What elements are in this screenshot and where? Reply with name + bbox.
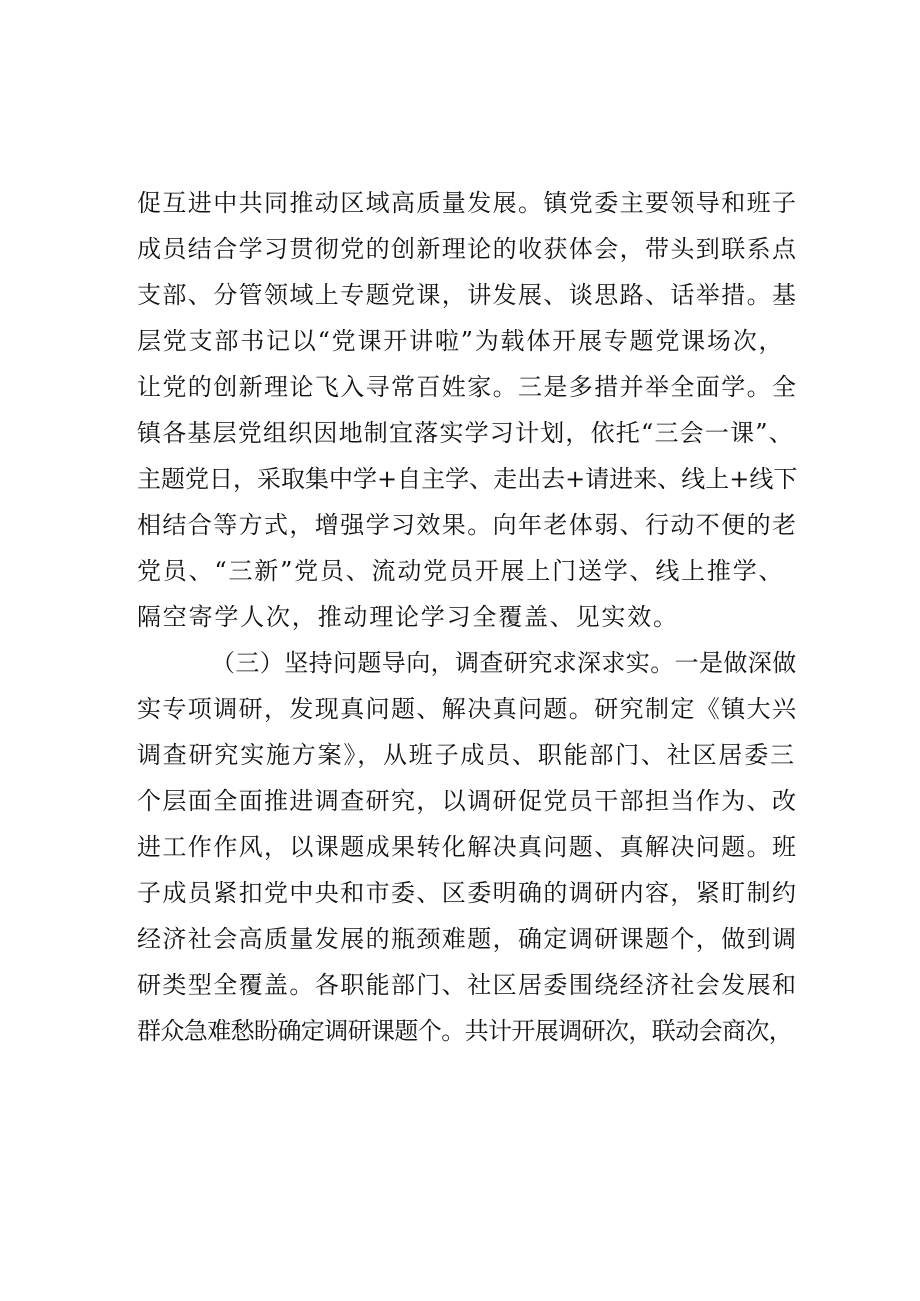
text-line: 成员结合学习贯彻党的创新理论的收获体会，带头到联系点 [137, 235, 798, 263]
text-line: 党员、“三新”党员、流动党员开展上门送学、线上推学、 [137, 557, 785, 585]
text-line: 子成员紧扣党中央和市委、区委明确的调研内容，紧盯制约 [137, 879, 798, 907]
text-line: 进工作作风，以课题成果转化解决真问题、真解决问题。班 [137, 833, 798, 861]
text-line: 镇各基层党组织因地制宜落实学习计划，依托“三会一课”、 [137, 419, 794, 447]
text-line: 相结合等方式，增强学习效果。向年老体弱、行动不便的老 [137, 511, 798, 539]
text-line: 支部、分管领域上专题党课，讲发展、谈思路、话举措。基 [137, 281, 798, 309]
text-line: 个层面全面推进调查研究，以调研促党员干部担当作为、改 [137, 787, 798, 815]
text-line: 隔空寄学人次，推动理论学习全覆盖、见实效。 [137, 603, 679, 631]
text-line: 经济社会高质量发展的瓶颈难题，确定调研课题个，做到调 [137, 925, 798, 953]
text-line: 调查研究实施方案》，从班子成员、职能部门、社区居委三 [137, 741, 796, 769]
body-text [137, 180, 797, 1054]
text-line: 层党支部书记以“党课开讲啦”为载体开展专题党课场次， [137, 327, 785, 355]
section-heading-line: （三）坚持问题导向，调查研究求深求实。一是做深做 [211, 649, 797, 677]
text-line: 研类型全覆盖。各职能部门、社区居委围绕经济社会发展和 [137, 971, 798, 999]
text-line: 主题党日，采取集中学+自主学、走出去+请进来、线上+线下 [137, 465, 798, 493]
text-line: 让党的创新理论飞入寻常百姓家。三是多措并举全面学。全 [137, 373, 798, 401]
text-line: 促互进中共同推动区域高质量发展。镇党委主要领导和班子 [137, 189, 798, 217]
text-line: 实专项调研，发现真问题、解决真问题。研究制定《镇大兴 [137, 695, 798, 723]
text-line: 群众急难愁盼确定调研课题个。共计开展调研次，联动会商次， [137, 1017, 793, 1045]
